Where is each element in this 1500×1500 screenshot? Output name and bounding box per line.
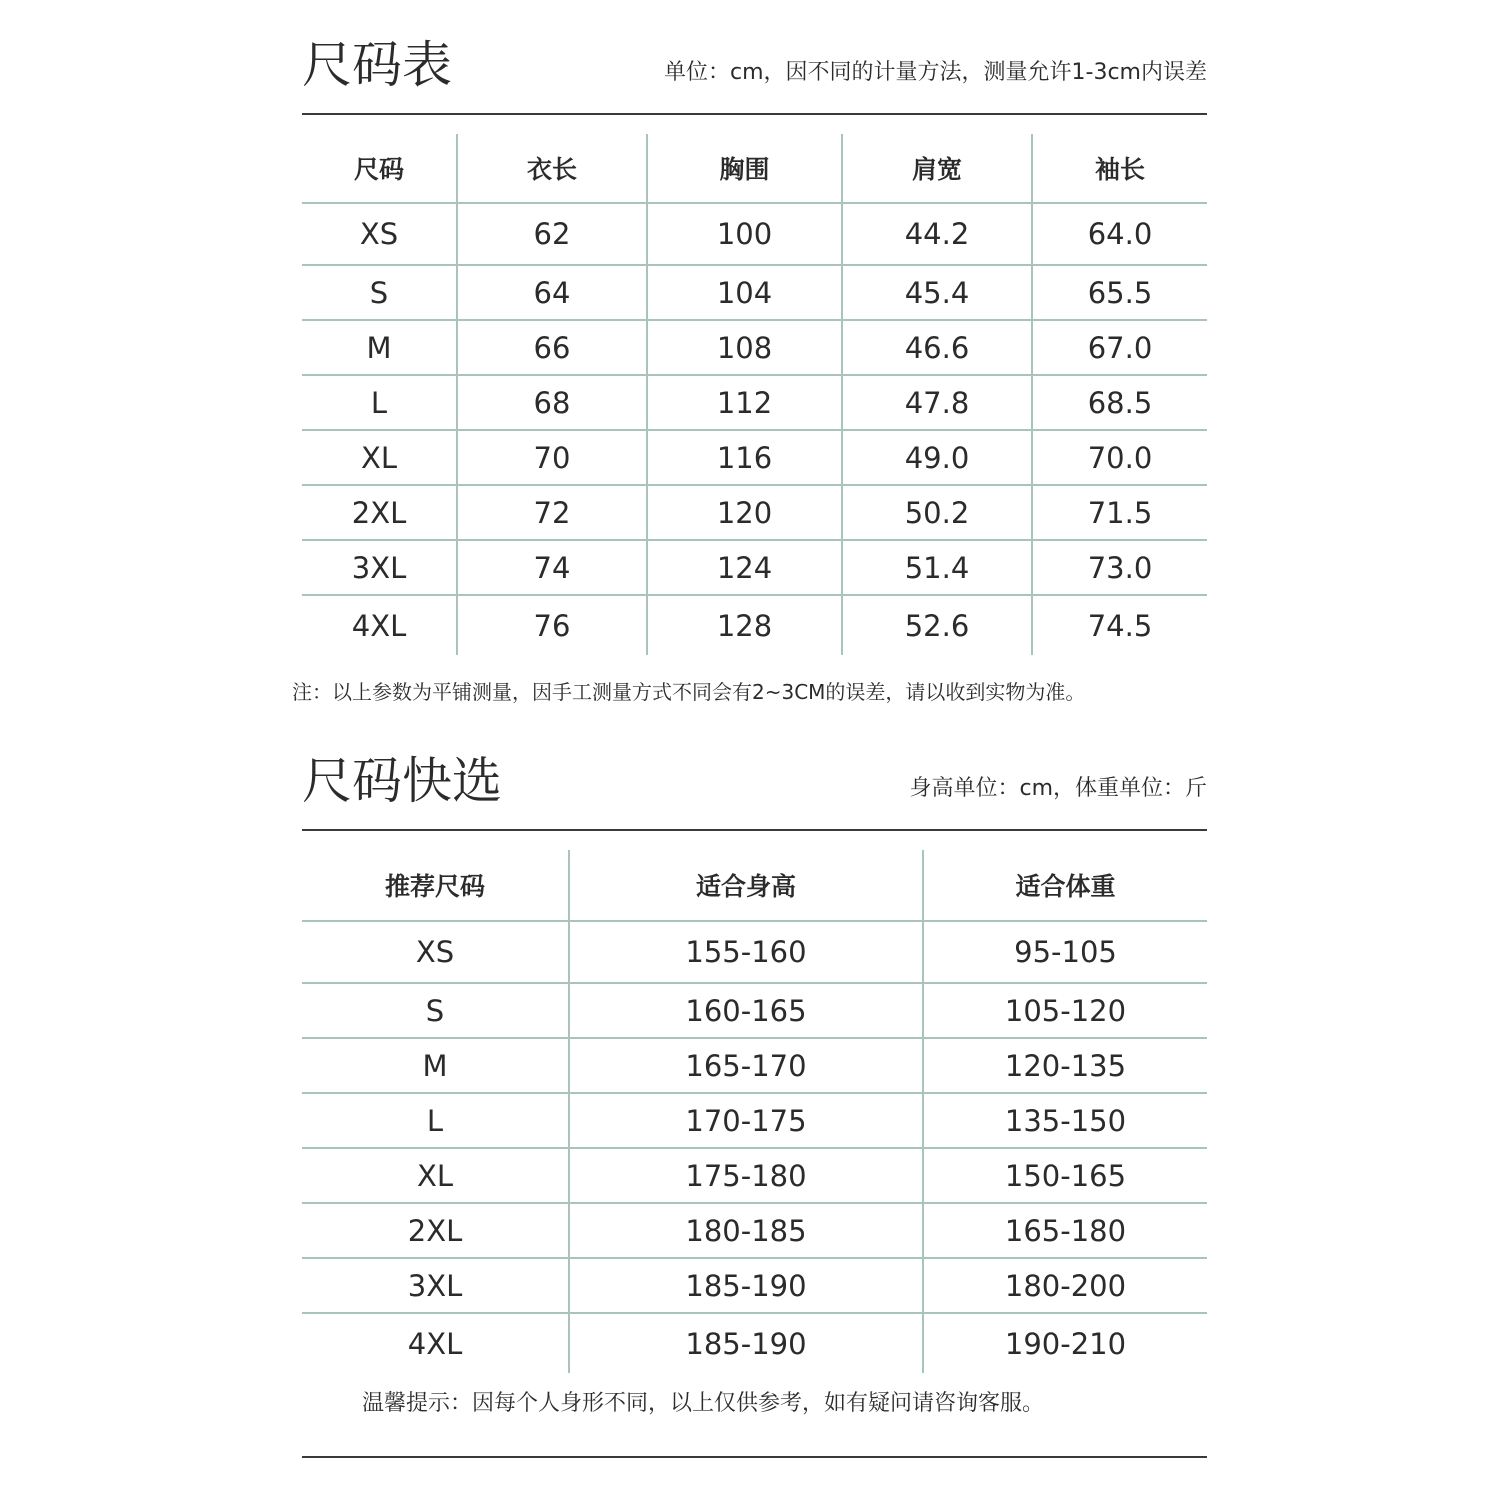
table-row (302, 595, 1207, 655)
table-row (302, 1203, 1207, 1258)
cell-sleeve: 68.5 (1032, 375, 1207, 430)
header-shoulder: 肩宽 (842, 134, 1032, 203)
quick-select-header-row (302, 850, 1207, 921)
header-sleeve: 袖长 (1032, 134, 1207, 203)
cell-size: S (302, 983, 569, 1038)
cell-weight: 135-150 (923, 1093, 1207, 1148)
table-row (302, 1258, 1207, 1313)
quick-select-unit-note: 身高单位：cm，体重单位：斤 (909, 776, 1207, 801)
table-row (302, 1148, 1207, 1203)
cell-size: M (302, 320, 457, 375)
cell-weight: 105-120 (923, 983, 1207, 1038)
table-row (302, 983, 1207, 1038)
cell-chest: 112 (647, 375, 842, 430)
cell-weight: 95-105 (923, 921, 1207, 983)
cell-size: S (302, 265, 457, 320)
header-length: 衣长 (457, 134, 647, 203)
cell-weight: 190-210 (923, 1313, 1207, 1373)
cell-shoulder: 50.2 (842, 485, 1032, 540)
cell-chest: 120 (647, 485, 842, 540)
cell-length: 72 (457, 485, 647, 540)
cell-size: XS (302, 203, 457, 265)
cell-size: XL (302, 430, 457, 485)
quick-select-section (302, 720, 1207, 1480)
cell-length: 64 (457, 265, 647, 320)
quick-select-title: 尺码快选 (302, 752, 502, 810)
cell-sleeve: 73.0 (1032, 540, 1207, 595)
cell-sleeve: 70.0 (1032, 430, 1207, 485)
quick-select-footnote: 温馨提示：因每个人身形不同，以上仅供参考，如有疑问请咨询客服。 (362, 1391, 1045, 1416)
cell-shoulder: 46.6 (842, 320, 1032, 375)
size-chart-title: 尺码表 (302, 36, 452, 94)
cell-size: 4XL (351, 608, 407, 643)
header-height: 适合身高 (569, 850, 923, 921)
table-row (302, 1038, 1207, 1093)
cell-shoulder: 45.4 (842, 265, 1032, 320)
cell-height: 175-180 (569, 1148, 923, 1203)
cell-height: 165-170 (569, 1038, 923, 1093)
cell-size: 2XL (302, 1203, 569, 1258)
header-weight: 适合体重 (923, 850, 1207, 921)
table-row (302, 320, 1207, 375)
cell-size: L (302, 1093, 569, 1148)
table-row (302, 540, 1207, 595)
cell-sleeve: 67.0 (1032, 320, 1207, 375)
table-row (302, 430, 1207, 485)
cell-size: XL (302, 1148, 569, 1203)
cell-weight: 180-200 (923, 1258, 1207, 1313)
cell-shoulder: 47.8 (842, 375, 1032, 430)
cell-length: 70 (457, 430, 647, 485)
cell-shoulder: 44.2 (842, 203, 1032, 265)
header-recommended-size: 推荐尺码 (302, 850, 569, 921)
cell-sleeve: 65.5 (1032, 265, 1207, 320)
size-chart-table (302, 134, 1207, 655)
cell-length: 68 (457, 375, 647, 430)
cell-chest: 128 (647, 595, 842, 655)
table-row (302, 1313, 1207, 1373)
cell-size: L (302, 375, 457, 430)
size-chart-footnote: 注：以上参数为平铺测量，因手工测量方式不同会有2~3CM的误差，请以收到实物为准。 (292, 680, 1086, 704)
cell-sleeve: 71.5 (1032, 485, 1207, 540)
cell-size: XS (302, 921, 569, 983)
cell-height: 155-160 (569, 921, 923, 983)
header-chest: 胸围 (647, 134, 842, 203)
table-row (302, 1093, 1207, 1148)
cell-size: 4XL (407, 1326, 463, 1361)
cell-chest: 108 (647, 320, 842, 375)
cell-height: 160-165 (569, 983, 923, 1038)
cell-size: 3XL (302, 1258, 569, 1313)
size-chart-header-row (302, 134, 1207, 203)
cell-shoulder: 51.4 (842, 540, 1032, 595)
cell-chest: 116 (647, 430, 842, 485)
cell-sleeve: 64.0 (1032, 203, 1207, 265)
quick-select-table (302, 850, 1207, 1373)
table-row (302, 921, 1207, 983)
cell-chest: 124 (647, 540, 842, 595)
bottom-divider (302, 1456, 1207, 1458)
table-row (302, 485, 1207, 540)
cell-shoulder: 49.0 (842, 430, 1032, 485)
cell-height: 185-190 (569, 1258, 923, 1313)
table-row (302, 265, 1207, 320)
cell-weight: 150-165 (923, 1148, 1207, 1203)
header-size: 尺码 (302, 134, 457, 203)
cell-height: 185-190 (569, 1313, 923, 1373)
cell-chest: 104 (647, 265, 842, 320)
cell-size: M (302, 1038, 569, 1093)
cell-size: 3XL (302, 540, 457, 595)
size-chart-divider (302, 113, 1207, 115)
cell-length: 62 (457, 203, 647, 265)
quick-select-divider (302, 829, 1207, 831)
cell-length: 66 (457, 320, 647, 375)
cell-weight: 165-180 (923, 1203, 1207, 1258)
cell-weight: 120-135 (923, 1038, 1207, 1093)
table-row (302, 375, 1207, 430)
cell-length: 74 (457, 540, 647, 595)
cell-size: 2XL (302, 485, 457, 540)
cell-length: 76 (457, 595, 647, 655)
cell-shoulder: 52.6 (842, 595, 1032, 655)
cell-height: 170-175 (569, 1093, 923, 1148)
cell-chest: 100 (647, 203, 842, 265)
size-chart-unit-note: 单位：cm，因不同的计量方法，测量允许1-3cm内误差 (664, 60, 1207, 85)
cell-sleeve: 74.5 (1032, 595, 1207, 655)
cell-height: 180-185 (569, 1203, 923, 1258)
size-chart-section (302, 0, 1207, 720)
table-row (302, 203, 1207, 265)
